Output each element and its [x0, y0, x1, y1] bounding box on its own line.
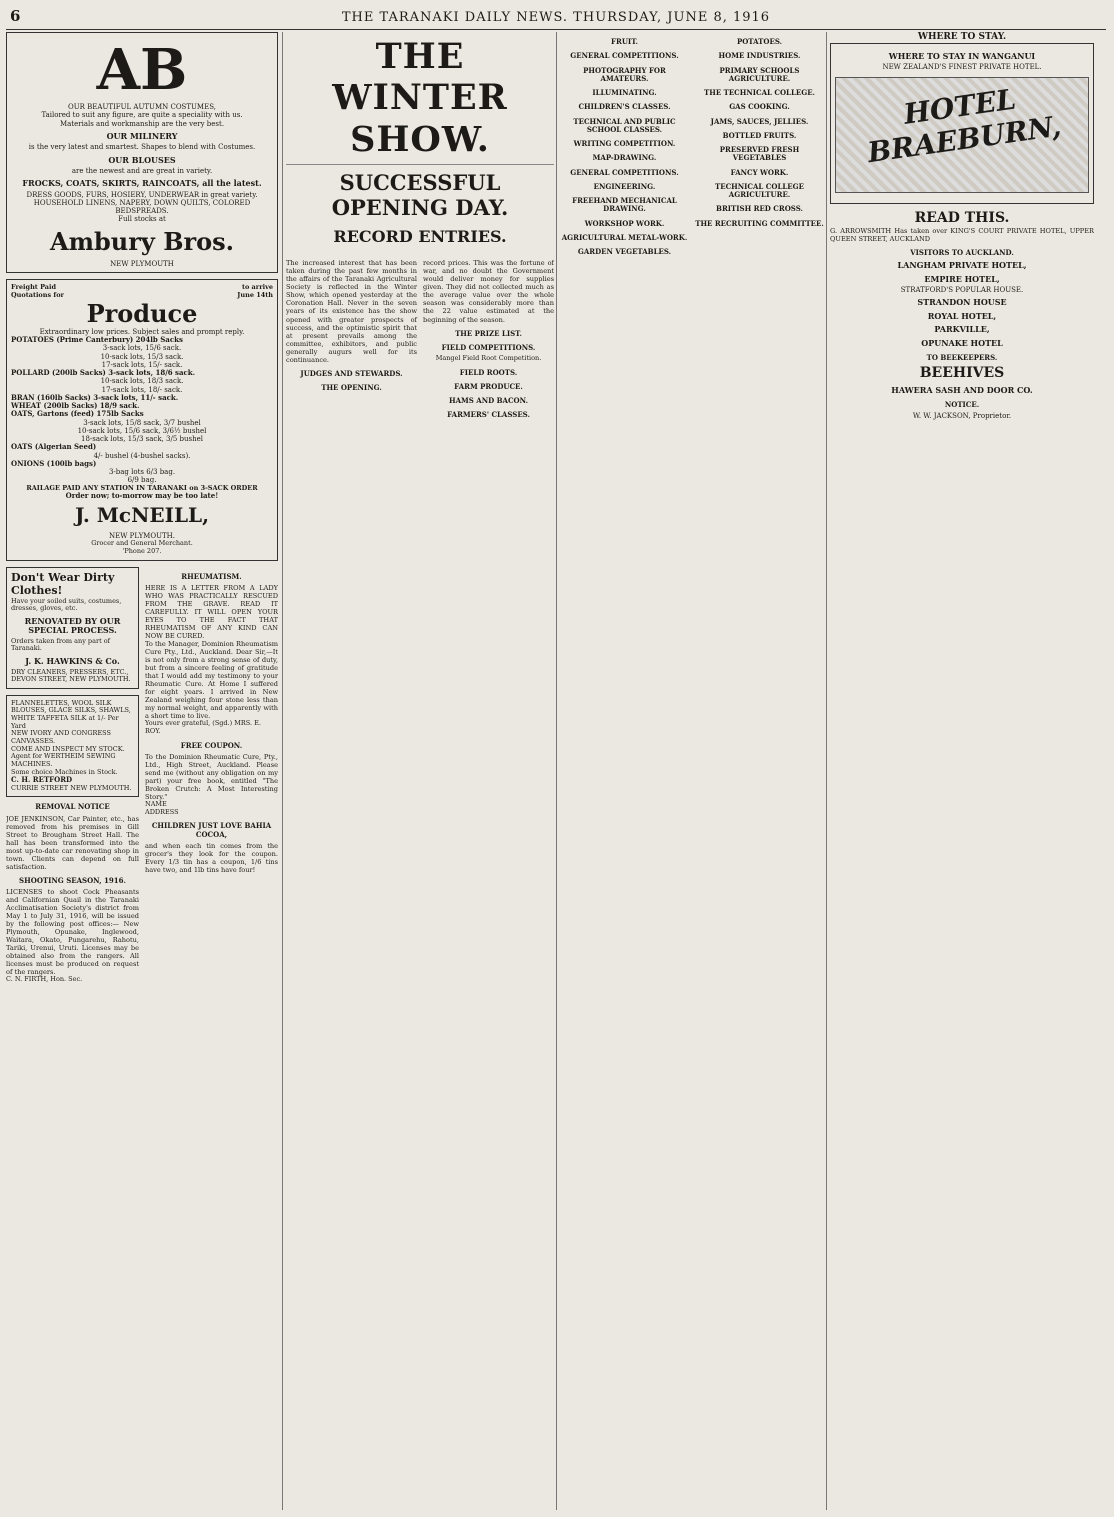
column-rule	[282, 32, 283, 1510]
lower-left-ads	[6, 567, 278, 984]
paper-title: THE TARANAKI DAILY NEWS. THURSDAY, JUNE 8, 1916	[341, 10, 771, 25]
left-ads-column	[6, 32, 278, 1510]
winter-show-text: The increased interest that has been taken during the past few months in the affairs of the Taranaki Agricultural Society is reflected in the Winter Show, which opened yesterday at the Coronation Hall. Never in the seven years of its existence has the show opened with greater prospects of success, and the optimistic spirit that at present prevails among the committee, exhibitors, and public generally augurs well for its continuance. JUDGES AND STEWARDS. THE OPENING. record prices. This was the fortune of war, and no doubt the Government would deliver money for supplies given. They did not collected much as the average value over the whole season was considerably more than the 22 value estimated at the beginning of the season. THE PRIZE LIST. FIELD COMPETITIONS. Mangel Field Root Competition. FIELD ROOTS. FARM PRODUCE. HAMS AND BACON. FARMERS' CLASSES.	[286, 259, 554, 420]
ambury-brand: Ambury Bros.	[50, 226, 234, 256]
column-rule	[556, 32, 557, 1510]
produce-ad: Freight Paid to arrive Quotations for June 14th Produce Extraordinary low prices. Subject sales and prompt reply. POTATOES (Prime Canterbury) 204lb Sacks 3-sack lots, 15/6 sack. 10-sack lots, 15/3 sack. 17-sack lots, 15/- sack. POLLARD (200lb Sacks) 3-sack lots, 18/6 sack. 10-sack lots, 18/3 sack. 17-sack lots, 18/- sack. BRAN (160lb Sacks) 3-sack lots, 11/- sack. WHEAT (200lb Sacks) 18/9 sack. OATS, Gartons (feed) 175lb Sacks 3-sack lots, 15/8 sack, 3/7 bushel 10-sack lots, 15/6 sack, 3/6½ bushel 18-sack lots, 15/3 sack, 3/5 bushel OATS (Algerian Seed) 4/- bushel (4-bushel sacks). ONIONS (100lb bags) 3-bag lots 6/3 bag. 6/9 bag. RAILAGE PAID ANY STATION IN TARANAKI on 3-SACK ORDER Order now; to-morrow may be too late! J. McNEILL, NEW PLYMOUTH. Grocer and General Merchant. 'Phone 207.	[6, 279, 278, 560]
left-subcolumn: Don't Wear Dirty Clothes! Have your soiled suits, costumes, dresses, gloves, etc. RENOVATED BY OUR SPECIAL PROCESS. Orders taken from any part of Taranaki. J. K. HAWKINS & Co. DRY CLEANERS, PRESSERS, ETC., DEVON STREET, NEW PLYMOUTH. FLANNELETTES, WOOL SILK BLOUSES, GLACE SILKS, SHAWLS, WHITE TAFFETA SILK at 1/- Per Yard NEW IVORY AND CONGRESS CANVASSES. COME AND INSPECT MY STOCK. Agent for WERTHEIM SEWING MACHINES. Some choice Machines in Stock. C. H. RETFORD CURRIE STREET NEW PLYMOUTH. REMOVAL NOTICE JOE JENKINSON, Car Painter, etc., has removed from his premises in Gill Street to Brougham Street Hall. The hall has been transformed into the most up-to-date car renovating shop in town. Clients can depend on full satisfaction. SHOOTING SEASON, 1916. LICENSES to shoot Cock Pheasants and Californian Quail in the Taranaki Acclimatisation Society's district from May 1 to July 31, 1916, will be issued by the following post offices:— New Plymouth, Opunake, Inglewood, Waitara, Okato, Pungarehu, Rahotu, Tariki, Urenui, Uruti. Licenses may be obtained also from the rangers. All licenses must be produced on request of the rangers. C. N. FIRTH, Hon. Sec.	[6, 567, 139, 984]
ab-logo: AB	[96, 37, 188, 103]
dirty-clothes-ad: Don't Wear Dirty Clothes! Have your soiled suits, costumes, dresses, gloves, etc. RENOVATED BY OUR SPECIAL PROCESS. Orders taken from any part of Taranaki. J. K. HAWKINS & Co. DRY CLEANERS, PRESSERS, ETC., DEVON STREET, NEW PLYMOUTH.	[6, 567, 139, 689]
braeburn-ad: WHERE TO STAY IN WANGANUI NEW ZEALAND'S FINEST PRIVATE HOTEL. HOTEL BRAEBURN,	[830, 43, 1094, 205]
winter-show-column: THE WINTER SHOW. SUCCESSFUL OPENING DAY. RECORD ENTRIES. The increased interest that has been taken during the past few months in the affairs of the Taranaki Agricultural Society is reflected in the Winter Show, which opened yesterday at the Coronation Hall. Never in the seven years of its existence has the show opened with greater prospects of success, and the optimistic spirit that at present prevails among the committee, exhibitors, and public generally augurs well for its continuance. JUDGES AND STEWARDS. THE OPENING. record prices. This was the fortune of war, and no doubt the Government would deliver money for supplies given. They did not collected much as the average value over the whole season was considerably more than the 22 value estimated at the beginning of the season. THE PRIZE LIST. FIELD COMPETITIONS. Mangel Field Root Competition. FIELD ROOTS. FARM PRODUCE. HAMS AND BACON. FARMERS' CLASSES.	[286, 32, 554, 1510]
column-rule	[826, 32, 827, 1510]
hotel-ads-column: WHERE TO STAY. WHERE TO STAY IN WANGANUI NEW ZEALAND'S FINEST PRIVATE HOTEL. HOTEL BRAEBURN, READ THIS. G. ARROWSMITH Has taken over KING'S COURT PRIVATE HOTEL, UPPER QUEEN STREET, AUCKLAND VISITORS TO AUCKLAND. LANGHAM PRIVATE HOTEL, EMPIRE HOTEL, STRATFORD'S POPULAR HOUSE. STRANDON HOUSE ROYAL HOTEL, PARKVILLE, OPUNAKE HOTEL TO BEEKEEPERS. BEEHIVES HAWERA SASH AND DOOR CO. NOTICE. W. W. JACKSON, Proprietor.	[830, 32, 1094, 421]
page-number: 6	[10, 7, 21, 25]
masthead	[6, 4, 1106, 30]
results-column: FRUIT. GENERAL COMPETITIONS. PHOTOGRAPHY FOR AMATEURS. ILLUMINATING. CHILDREN'S CLASSES. TECHNICAL AND PUBLIC SCHOOL CLASSES. WRITING COMPETITION. MAP-DRAWING. GENERAL COMPETITIONS. ENGINEERING. FREEHAND MECHANICAL DRAWING. WORKSHOP WORK. AGRICULTURAL METAL-WORK. GARDEN VEGETABLES. POTATOES. HOME INDUSTRIES. PRIMARY SCHOOLS AGRICULTURE. THE TECHNICAL COLLEGE. GAS COOKING. JAMS, SAUCES, JELLIES. BOTTLED FRUITS. PRESERVED FRESH VEGETABLES FANCY WORK. TECHNICAL COLLEGE AGRICULTURE. BRITISH RED CROSS. THE RECRUITING COMMITTEE.	[561, 37, 824, 256]
flannelette-ad: FLANNELETTES, WOOL SILK BLOUSES, GLACE SILKS, SHAWLS, WHITE TAFFETA SILK at 1/- Per Yard NEW IVORY AND CONGRESS CANVASSES. COME AND INSPECT MY STOCK. Agent for WERTHEIM SEWING MACHINES. Some choice Machines in Stock. C. H. RETFORD CURRIE STREET NEW PLYMOUTH.	[6, 695, 139, 797]
ab-ad: AB OUR BEAUTIFUL AUTUMN COSTUMES, Tailored to suit any figure, are quite a speciality with us. Materials and workmanship are the very best. OUR MILINERY is the very latest and smartest. Shapes to blend with Costumes. OUR BLOUSES are the newest and are great in variety. FROCKS, COATS, SKIRTS, RAINCOATS, all the latest. DRESS GOODS, FURS, HOSIERY, UNDERWEAR in great variety. HOUSEHOLD LINENS, NAPERY, DOWN QUILTS, COLORED BEDSPREADS. Full stocks at Ambury Bros. NEW PLYMOUTH	[6, 32, 278, 273]
hotel-illustration: HOTEL BRAEBURN,	[835, 77, 1089, 193]
right-subcolumn: RHEUMATISM. HERE IS A LETTER FROM A LADY WHO WAS PRACTICALLY RESCUED FROM THE GRAVE. READ IT CAREFULLY. IT WILL OPEN YOUR EYES TO THE FACT THAT RHEUMATISM OF ANY KIND CAN NOW BE CURED. To the Manager, Dominion Rheumatism Cure Pty., Ltd., Auckland. Dear Sir,—It is not only from a strong sense of duty, but from a sincere feeling of gratitude that I would add my testimony to your Rheumatic Cure. At Home I suffered for eight years. I arrived in New Zealand weighing four stone less than my normal weight, and apparently with a short time to live. Yours ever grateful, (Sgd.) MRS. E. ROY. FREE COUPON. To the Dominion Rheumatic Cure, Pty., Ltd., High Street, Auckland. Please send me (without any obligation on my part) your free book, entitled "The Broken Crutch: A Most Interesting Story." NAME ADDRESS CHILDREN JUST LOVE BAHIA COCOA, and when each tin comes from the grocer's they look for the coupon. Every 1/3 tin has a coupon, 1/6 tins have two, and 1lb tins have four!	[145, 571, 278, 875]
